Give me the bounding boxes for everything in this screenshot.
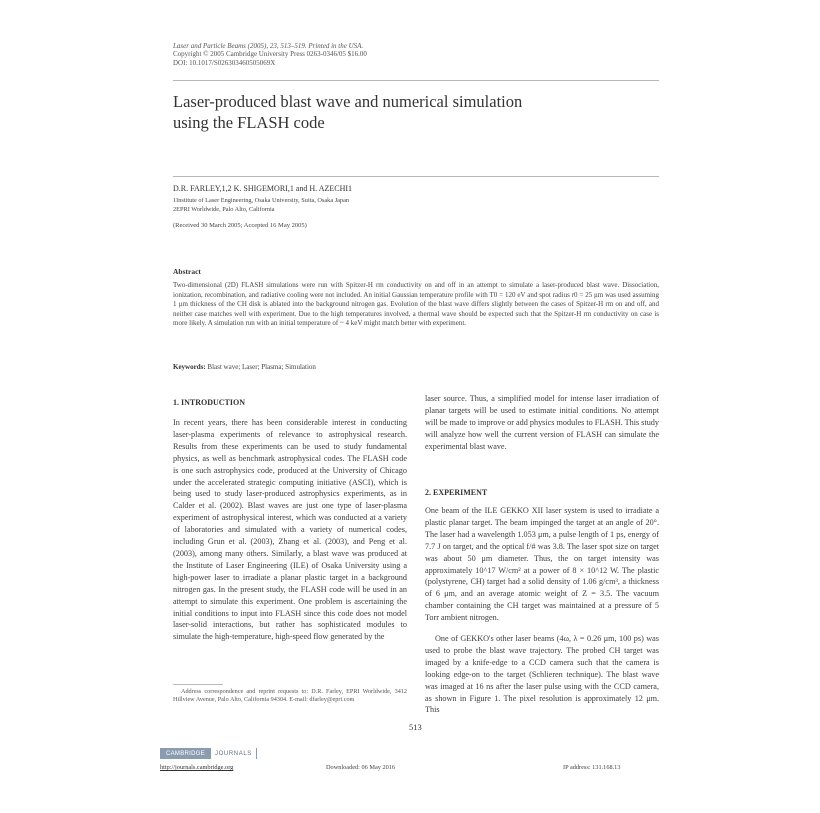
experiment-para-1: One beam of the ILE GEKKO XII laser system is used to irradiate a plastic planar target. The beam impinged the target at an angle of 20°. The laser had a wavelength 1.053 μm, a pulse length of 1 ps, energy of 7.7 J on target, and the optical f/# was 3.8. The laser spot size on target was about 50 μm diameter. Thus, the on target intensity was approximately 10^17 W/cm² at a power of 8 × 10^12 W. The plastic (polystyrene, CH) target had a solid density of 1.06 g/cm³, a thickness of 6 μm, and an average atomic weight of Z = 3.5. The vacuum chamber containing the CH target was maintained at a pressure of 5 Torr ambient nitrogen.: [425, 506, 659, 623]
experiment-heading: 2. EXPERIMENT: [425, 488, 488, 497]
authors: D.R. FARLEY,1,2 K. SHIGEMORI,1 and H. AZECHI1: [173, 184, 353, 193]
logo-left-text: CAMBRIDGE: [160, 748, 211, 759]
footnote: Address correspondence and reprint requests to: D.R. Farley, EPRI Worldwide, 3412 Hillview Avenue, Palo Alto, California 94304. E-mail: dfarley@epri.com: [173, 688, 407, 704]
experiment-para-2: One of GEKKO's other laser beams (4ω, λ = 0.26 μm, 100 ps) was used to probe the blast wave trajectory. The probed CH target was imaged by a knife-edge to a CCD camera such that the camera is looking edge-on to the target (Schlieren technique). The blast wave was imaged at 16 ns after the laser pulse using with the CCD camera, as shown in Figure 1. The pixel resolution is approximately 12 μm. This: [425, 634, 659, 715]
intro-text: In recent years, there has been considerable interest in conducting laser-plasma experiments of relevance to astrophysical research. Results from these experiments can be used to study fundamental physics, as well as benchmark astrophysical codes. The FLASH code is one such astrophysics code, produced at the University of Chicago under the accelerated strategic computing initiative (ASCI), which is being used to study laser-produced astrophysics experiments, as in Calder et al. (2002). Blast waves are just one type of laser-plasma experiment of astrophysical interest, which was conducted at a variety of laboratories and simulated with a variety of numerical codes, including Grun et al. (2003), Zhang et al. (2003), and Peng et al. (2003), among many others. Similarly, a blast wave was produced at the Institute of Laser Engineering (ILE) of Osaka University using a high-power laser to irradiate a planar plastic target in a background nitrogen gas. In the present study, the FLASH code will be used in an attempt to simulate this experiment. One problem is ascertaining the initial conditions to input into FLASH since this code does not model laser-solid interactions, but rather has sophisticated modules to simulate the high-temperature, high-speed flow generated by the: [173, 418, 407, 642]
affiliations: [173, 197, 349, 214]
affiliation-1: 1Institute of Laser Engineering, Osaka University, Suita, Osaka Japan: [173, 197, 350, 204]
intro-continued-text: laser source. Thus, a simplified model for intense laser irradiation of planar targets will be used to estimate initial conditions. No attempt will be made to improve or add physics modules to FLASH. This study will analyze how well the current version of FLASH can simulate the experimental blast wave.: [425, 394, 659, 451]
title-line-1: Laser-produced blast wave and numerical simulation: [173, 92, 523, 111]
download-date: Downloaded: 06 May 2016: [326, 764, 396, 771]
ip-address: IP address: 131.168.13: [563, 764, 621, 771]
journal-url-link[interactable]: http://journals.cambridge.org: [160, 764, 234, 771]
logo-right-text: JOURNALS: [211, 748, 257, 759]
abstract-heading: Abstract: [173, 267, 201, 276]
title-rule: [173, 176, 659, 177]
received-dates: (Received 30 March 2005; Accepted 16 May 2005): [173, 222, 307, 229]
affiliation-2: 2EPRI Worldwide, Palo Alto, California: [173, 205, 275, 213]
title-line-2: using the FLASH code: [173, 112, 325, 132]
cambridge-journals-logo: [160, 748, 257, 759]
intro-heading: 1. INTRODUCTION: [173, 398, 246, 407]
journal-meta: [173, 42, 367, 67]
abstract-text: Two-dimensional (2D) FLASH simulations were run with Spitzer-H rm conductivity on and off in an attempt to simulate a laser-produced blast wave. Dissociation, ionization, recombination, and radiative cooling were not included. An initial Gaussian temperature profile with T0 = 120 eV and spot radius r0 = 25 μm was used assuming 1 μm thickness of the CH disk is ablated into the background nitrogen gas. Evolution of the blast wave differs slightly between the cases of Spitzer-H rm on and off, and neither case matches well with experiment. Due to the high temperatures involved, a thermal wave should be expected such that the Spitzer-H rm conductivity on case is more likely. A simulation run with an initial temperature of ~ 4 keV might match better with experiment.: [173, 281, 659, 328]
footnote-rule: [173, 684, 223, 685]
paper-title: [173, 92, 643, 133]
keywords: [173, 363, 316, 371]
journal-doi: DOI: 10.1017/S026303460505069X: [173, 58, 276, 67]
keywords-list: Blast wave; Laser; Plasma; Simulation: [207, 363, 316, 371]
keywords-label: Keywords:: [173, 363, 206, 371]
header-rule: [173, 80, 659, 81]
journal-copyright: Copyright © 2005 Cambridge University Press 0263-0346/05 $16.00: [173, 50, 367, 59]
journal-citation: Laser and Particle Beams (2005), 23, 513–519. Printed in the USA.: [173, 42, 364, 50]
page-number: 513: [409, 722, 422, 732]
